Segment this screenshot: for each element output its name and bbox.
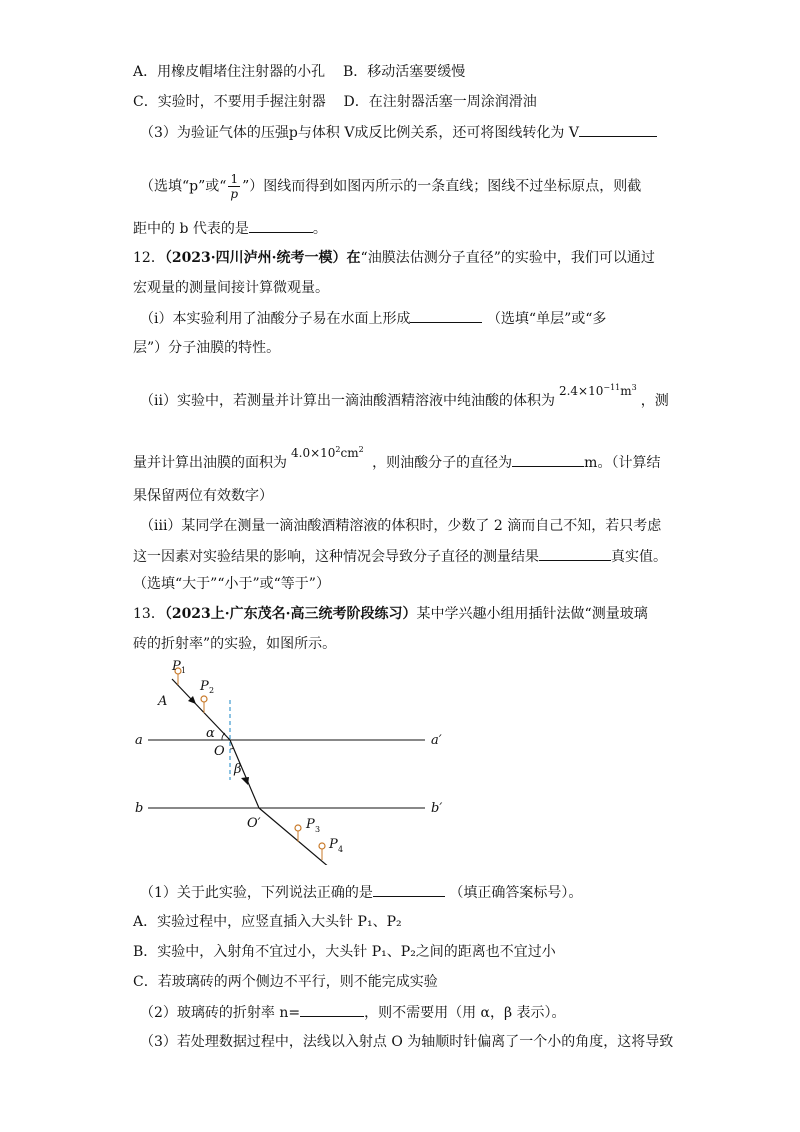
label-o-prime: O′ [247,816,261,831]
label-p4-sub: 4 [338,845,344,854]
label-alpha: α [206,726,215,741]
q12-line-2: 宏观量的测量间接计算微观量。 [133,280,329,296]
q11-part3-choice-line: （选填“p”或“ $\frac{1}{p}$ ”）图线而得到如图丙所示的一条直线；图线不过坐标原点，则截 [140,172,642,201]
option-a-line: A．用橡皮帽堵住注射器的小孔 B．移动活塞要缓慢 [133,64,466,80]
q12-part-iii-line-2: 这一因素对实验结果的影响，这种情况会导致分子直径的测量结果 真实值。 [133,546,667,567]
label-beta: β [234,762,242,777]
q11-intercept-line: 距中的 b 代表的是 。 [133,218,327,239]
q13-option-b: B．实验中，入射角不宜过小，大头针 P₁、P₂之间的距离也不宜过小 [133,944,556,960]
volume-formula: $2.4\times 10^{-11}m^3$ [558,383,637,398]
q12-part-ii-line-2: 量并计算出油膜的面积为$4.0\times 10^2cm^2$ ，则油酸分子的直径为 m。（计算结 [133,440,660,473]
label-a-point: A [158,694,168,709]
label-p2-sub: 2 [209,686,215,695]
label-p1-sub: 1 [181,666,187,675]
q12-part-ii-line: （ii）实验中，若测量并计算出一滴油酸酒精溶液中纯油酸的体积为$2.4\times 10^{-11}m^3$，测 [140,378,669,411]
answer-blank [300,1002,364,1017]
label-p3: P [306,817,315,832]
label-b-prime: b′ [431,801,443,816]
option-c-line: C．实验时，不要用手握注射器 D．在注射器活塞一周涂润滑油 [133,94,537,110]
q11-part3-line: （3）为验证气体的压强p与体积 V成反比例关系，还可将图线转化为 V [140,122,657,143]
question-13-source: （2023上·广东茂名·高三统考阶段练习） [164,606,417,622]
label-o: O [214,744,225,759]
question-12-heading: 12．（2023·四川泸州·统考一模）在“油膜法估测分子直径”的实验中，我们可以通过 [133,250,655,266]
label-a-prime: a′ [431,733,442,748]
q12-part-ii-line-3: 果保留两位有效数字） [133,488,273,504]
label-a: a [135,733,143,748]
emergent-ray [259,808,330,865]
answer-blank [539,546,611,561]
label-p3-sub: 3 [315,825,321,834]
q12-part-i-line-2: 层”）分子油膜的特性。 [133,340,281,356]
label-p2: P [200,679,209,694]
q12-part-i-line: （i）本实验利用了油酸分子易在水面上形成 （选填“单层”或“多 [140,308,606,329]
label-p4: P [329,837,338,852]
q13-line-2: 砖的折射率”的实验，如图所示。 [133,636,337,652]
question-12-source: （2023·四川泸州·统考一模）在 [164,250,361,266]
q12-part-iii-line: （iii）某同学在测量一滴油酸酒精溶液的体积时，少数了 2 滴而自己不知，若只考虑 [140,518,662,534]
q13-part1-line: （1）关于此实验，下列说法正确的是 （填正确答案标号）。 [140,882,582,903]
answer-blank [373,882,445,897]
q13-part2-line: （2）玻璃砖的折射率 n= ，则不需要用（用 α，β 表示）。 [140,1002,566,1023]
pin-p4 [319,843,325,860]
q13-option-c: C．若玻璃砖的两个侧边不平行，则不能完成实验 [133,974,438,990]
q12-part-iii-line-3: （选填“大于”“小于”或“等于”） [133,576,330,592]
question-13-heading: 13．（2023上·广东茂名·高三统考阶段练习）某中学兴趣小组用插针法做“测量玻璃 [133,606,648,622]
answer-blank [579,122,657,137]
q13-part3-line: （3）若处理数据过程中，法线以入射点 O 为轴顺时针偏离了一个小的角度，这将导致 [140,1034,674,1050]
q13-option-a: A．实验过程中，应竖直插入大头针 P₁、P₂ [133,914,402,930]
refracted-arrow [241,777,249,785]
answer-blank [512,452,584,467]
refraction-diagram [130,655,450,865]
answer-blank [249,218,313,233]
answer-blank [410,308,482,323]
label-b: b [135,801,144,816]
fraction-one-over-p: $\frac{1}{p}$ [230,172,239,201]
area-formula: $4.0\times 10^2cm^2$ [291,445,364,460]
label-p1: P [172,659,181,674]
